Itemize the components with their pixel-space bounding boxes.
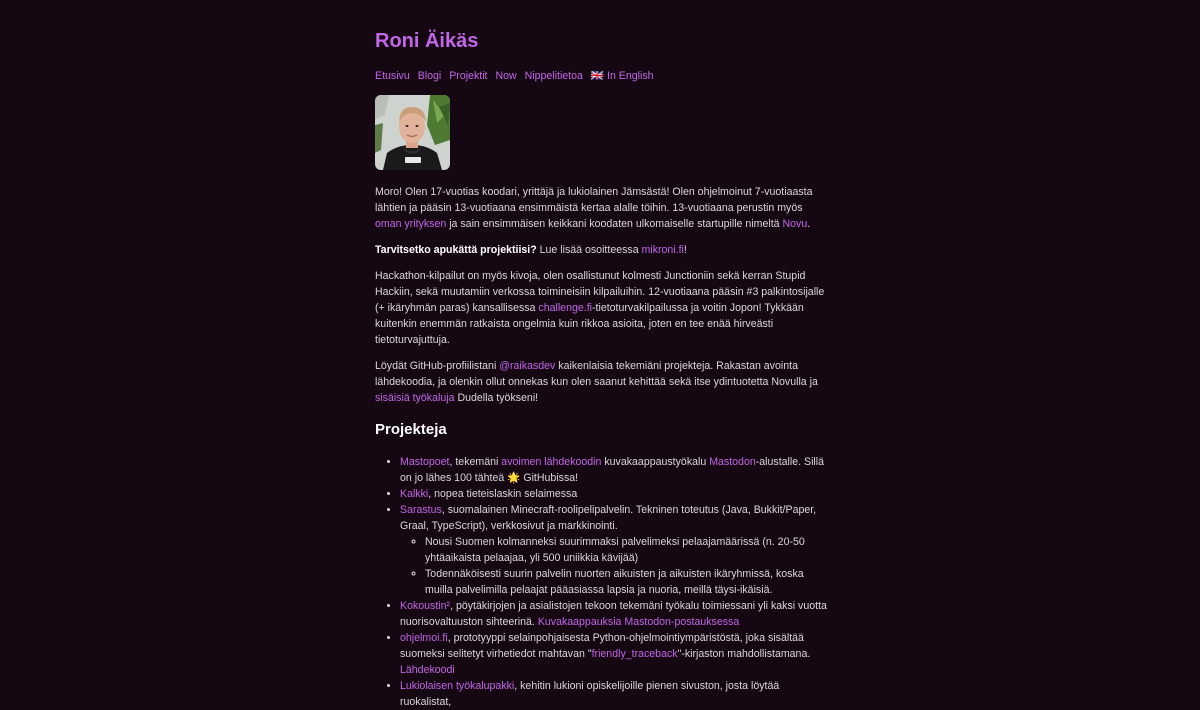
- link-kalkki[interactable]: Kalkki: [400, 488, 429, 500]
- avatar: [375, 95, 450, 170]
- nav-now[interactable]: Now: [495, 70, 517, 82]
- link-avoimen-lahdekoodin[interactable]: avoimen lähdekoodin: [501, 456, 602, 468]
- link-mikroni[interactable]: mikroni.fi: [641, 244, 684, 256]
- intro-paragraph-4: Löydät GitHub-profiilistani @raikasdev kaikenlaisia tekemiäni projekteja. Rakastan avointa lähdekoodia, ja olenkin ollut onnekas kun olen saanut kehittää sekä itse ydintuotetta Novulla ja sisäisiä työkaluja Dudella työkseni!: [375, 360, 818, 404]
- intro-paragraph-3: Hackathon-kilpailut on myös kivoja, olen osallistunut kolmesti Junctioniin sekä kerran Stupid Hackiin, sekä muutamiin verkossa toimineisiin kilpailuihin. 12-vuotiaana pääsin #3 palkintosijalle (+ ikäryhmän paras) kansallisessa challenge.fi-tietoturvakilpailussa ja voitin Jopon! Tykkään kuitenkin enemmän ratkaista ongelmia kuin rikkoa asioita, joten en tee enää hirveästi tietoturvajuttuja.: [375, 270, 825, 346]
- link-ohjelmoi[interactable]: ohjelmoi.fi: [400, 632, 448, 644]
- list-item: • Lukiolaisen työkalupakki, kehitin lukioni opiskelijoille pienen sivuston, josta löytää ruokalistat,: [400, 678, 827, 710]
- content: [375, 184, 827, 710]
- list-item: ◦ Nousi Suomen kolmanneksi suurimmaksi palvelimeksi pelaajamäärissä (n. 20-50 yhtäaikaista pelaajaa, yli 500 uniikkia kävijää): [425, 534, 827, 566]
- intro-paragraph-1: Moro! Olen 17-vuotias koodari, yrittäjä ja lukiolainen Jämsästä! Olen ohjelmoinut 7-vuotiaasta lähtien ja pääsin 13-vuotiaana ensimmäistä kertaa alalle töihin. 13-vuotiaana perustin myös oman yrityksen ja sain ensimmäisen keikkani koodaten ulkomaiselle startupille nimeltä Novu.: [375, 186, 813, 230]
- link-friendly-traceback[interactable]: friendly_traceback: [591, 648, 678, 660]
- site-title[interactable]: Roni Äikäs: [375, 30, 479, 52]
- link-kokoustin[interactable]: Kokoustin²: [400, 600, 451, 612]
- link-lahdekoodi[interactable]: Lähdekoodi: [400, 664, 455, 676]
- link-novu[interactable]: Novu: [782, 218, 808, 230]
- nav-in-english[interactable]: 🇬🇧 In English: [590, 70, 654, 82]
- link-kuvakaappauksia[interactable]: Kuvakaappauksia Mastodon-postauksessa: [537, 616, 740, 628]
- link-mastopoet[interactable]: Mastopoet: [400, 456, 450, 468]
- main-nav: [375, 68, 659, 84]
- link-raikasdev[interactable]: @raikasdev: [499, 360, 556, 372]
- projects-list: [375, 454, 827, 710]
- nav-blogi[interactable]: Blogi: [417, 70, 442, 82]
- list-item: • ohjelmoi.fi, prototyyppi selainpohjaisesta Python-ohjelmointiympäristöstä, joka sisältää suomeksi selitetyt virhetiedot mahtavan "friendly_traceback"-kirjaston mahdollistamana. Lähdekoodi: [400, 630, 827, 678]
- link-challenge[interactable]: challenge.fi: [538, 302, 592, 314]
- link-oman-yrityksen[interactable]: oman yrityksen: [375, 218, 447, 230]
- projects-heading: Projekteja: [375, 421, 447, 438]
- list-item: • Mastopoet, tekemäni avoimen lähdekoodin kuvakaappaustyökalu Mastodon-alustalle. Sillä on jo lähes 100 tähteä 🌟 GitHubissa!: [400, 454, 827, 486]
- link-sarastus[interactable]: Sarastus: [400, 504, 442, 516]
- list-item: • Kokoustin², pöytäkirjojen ja asialistojen tekoon tekemäni työkalu toimiessani yli kaksi vuotta nuorisovaltuuston sihteerinä. Kuvakaappauksia Mastodon-postauksessa: [400, 598, 827, 630]
- link-sisaisia-tyokaluja[interactable]: sisäisiä työkaluja: [375, 392, 455, 404]
- link-lukiolaisen-tyokalupakki[interactable]: Lukiolaisen työkalupakki: [400, 680, 515, 692]
- sarastus-sublist: [400, 534, 827, 598]
- list-item: • Kalkki, nopea tieteislaskin selaimessa: [400, 486, 827, 502]
- nav-projektit[interactable]: Projektit: [449, 70, 488, 82]
- list-item: • Sarastus, suomalainen Minecraft-roolipelipalvelin. Tekninen toteutus (Java, Bukkit/Paper, Graal, TypeScript), verkkosivut ja markkinointi. ◦ Nousi Suomen kolmanneksi suurimmaksi palvelimeksi pelaajamäärissä (n. 20-50 yhtäaikaista pelaajaa, yli 500 uniikkia kävijää) ◦ Todennäköisesti suurin palvelin nuorten aikuisten ja aikuisten ikäryhmissä, koska muilla palvelimilla pelaajat pääasiassa lapsia ja nuoria, meillä täysi-ikäisiä.: [400, 502, 827, 598]
- nav-etusivu[interactable]: Etusivu: [375, 70, 410, 82]
- nav-nippelitietoa[interactable]: Nippelitietoa: [524, 70, 583, 82]
- intro-paragraph-2: Tarvitsetko apukättä projektiisi? Lue lisää osoitteessa mikroni.fi!: [375, 244, 687, 256]
- list-item: ◦ Todennäköisesti suurin palvelin nuorten aikuisten ja aikuisten ikäryhmissä, koska muilla palvelimilla pelaajat pääasiassa lapsia ja nuoria, meillä täysi-ikäisiä.: [425, 566, 827, 598]
- link-mastodon[interactable]: Mastodon: [709, 456, 756, 468]
